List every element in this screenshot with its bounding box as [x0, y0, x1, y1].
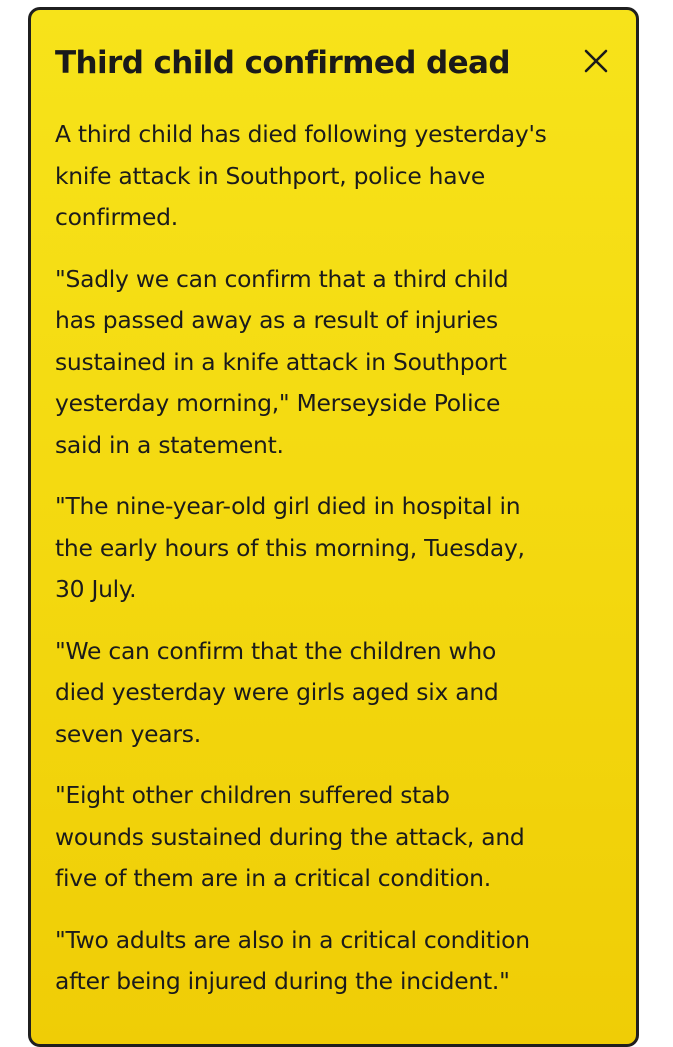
- close-icon: [582, 47, 610, 75]
- panel-title: Third child confirmed dead: [55, 45, 510, 81]
- paragraph: "We can confirm that the children who died yesterday were girls aged six and seven years.: [55, 636, 499, 748]
- breaking-news-panel: [28, 7, 639, 1047]
- paragraph: A third child has died following yesterday's knife attack in Southport, police have confirmed.: [55, 120, 547, 231]
- paragraph: "Sadly we can confirm that a third child has passed away as a result of injuries sustained in a knife attack in Southport yesterday morning," Merseyside Police said in a statement.: [55, 264, 509, 459]
- panel-body: [55, 114, 625, 1023]
- paragraph: "Eight other children suffered stab wounds sustained during the attack, and five of them are in a critical condition.: [55, 781, 525, 892]
- paragraph: "The nine-year-old girl died in hospital in the early hours of this morning, Tuesday, 30 July.: [55, 492, 525, 603]
- close-button[interactable]: [582, 47, 610, 75]
- paragraph: "Two adults are also in a critical condition after being injured during the incident.": [55, 925, 530, 995]
